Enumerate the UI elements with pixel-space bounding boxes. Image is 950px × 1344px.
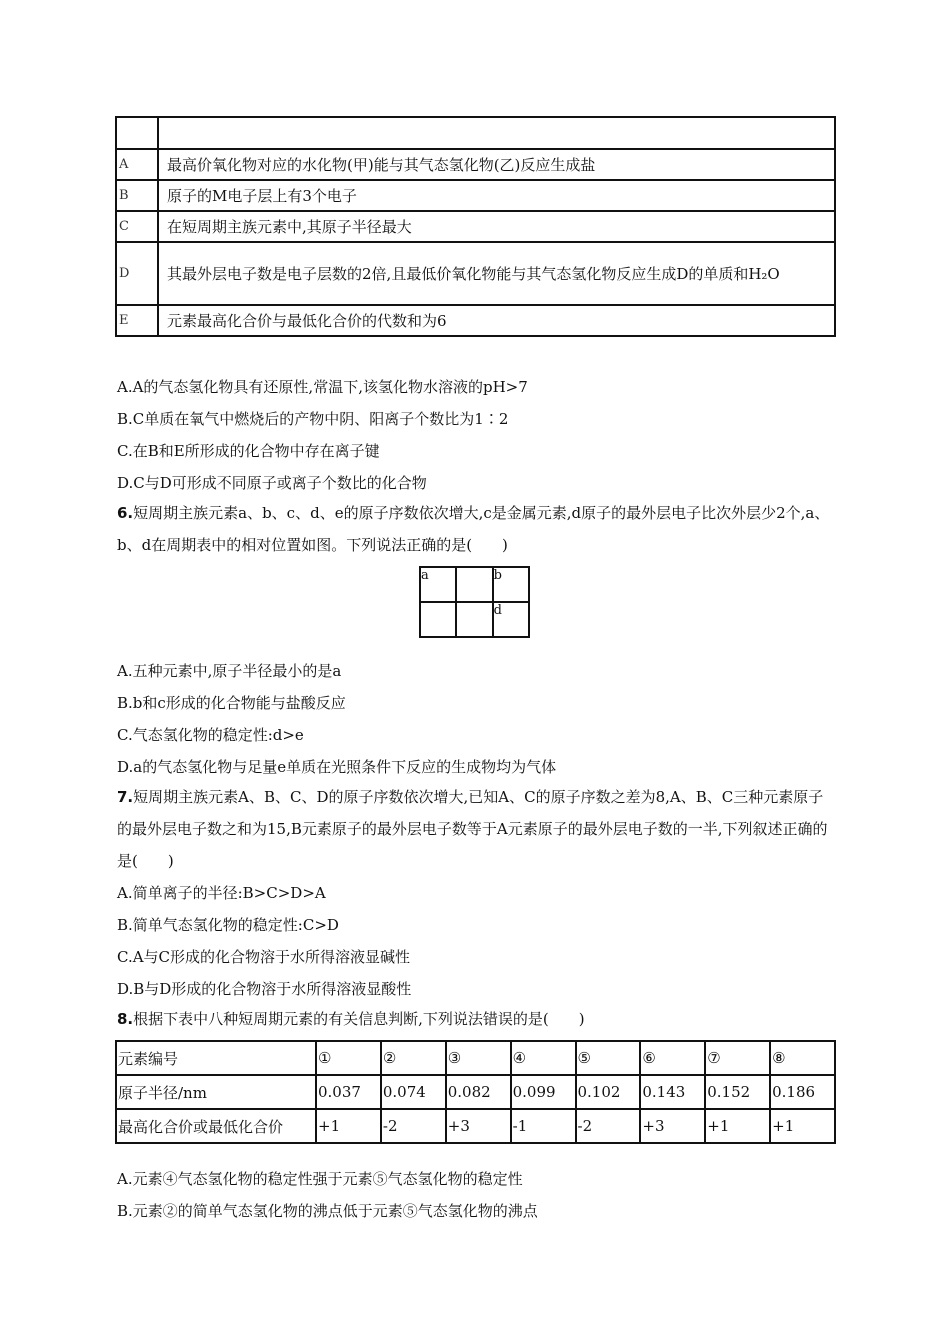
q5-option-a: A.A的气态氢化物具有还原性,常温下,该氢化物水溶液的pH>7	[117, 378, 528, 396]
radius-cell: 0.082	[446, 1075, 511, 1109]
row-label: 原子半径/nm	[116, 1075, 316, 1109]
question-number: 7.	[117, 788, 134, 806]
grid-cell-a: a	[420, 567, 456, 602]
question-6	[117, 497, 837, 561]
q7-option-c: C.A与C形成的化合物溶于水所得溶液显碱性	[117, 948, 411, 966]
q5-option-c: C.在B和E所形成的化合物中存在离子键	[117, 442, 380, 460]
radius-cell: 0.099	[511, 1075, 576, 1109]
q7-option-a: A.简单离子的半径:B>C>D>A	[117, 884, 326, 902]
row-text: 原子的M电子层上有3个电子	[158, 180, 835, 211]
q6-option-b: B.b和c形成的化合物能与盐酸反应	[117, 694, 346, 712]
table-row	[116, 211, 835, 242]
q6-option-a: A.五种元素中,原子半径最小的是a	[117, 662, 342, 680]
radius-cell: 0.102	[576, 1075, 641, 1109]
id-cell: ⑥	[640, 1041, 705, 1075]
valence-cell: +1	[705, 1109, 770, 1143]
table-row	[116, 149, 835, 180]
id-cell: ⑤	[576, 1041, 641, 1075]
question-number: 8.	[117, 1010, 134, 1028]
table-header-row	[116, 117, 835, 149]
id-cell: ②	[381, 1041, 446, 1075]
table-row	[116, 180, 835, 211]
grid-cell-b: b	[493, 567, 529, 602]
valence-cell: -2	[381, 1109, 446, 1143]
q8-option-b: B.元素②的简单气态氢化物的沸点低于元素⑤气态氢化物的沸点	[117, 1202, 538, 1220]
table-row	[116, 1041, 835, 1075]
id-cell: ⑧	[770, 1041, 835, 1075]
id-cell: ⑦	[705, 1041, 770, 1075]
q5-option-b: B.C单质在氧气中燃烧后的产物中阴、阳离子个数比为1∶2	[117, 410, 509, 428]
q6-option-c: C.气态氢化物的稳定性:d>e	[117, 726, 304, 744]
valence-cell: -1	[511, 1109, 576, 1143]
valence-cell: +1	[316, 1109, 381, 1143]
periodic-position-grid	[419, 566, 530, 638]
q7-option-d: D.B与D形成的化合物溶于水所得溶液显酸性	[117, 980, 412, 998]
q6-option-d: D.a的气态氢化物与足量e单质在光照条件下反应的生成物均为气体	[117, 758, 557, 776]
row-label: 元素编号	[116, 1041, 316, 1075]
element-info-table	[115, 116, 836, 337]
element-data-table	[115, 1040, 836, 1144]
table-row	[116, 305, 835, 336]
question-stem: 根据下表中八种短周期元素的有关信息判断,下列说法错误的是( )	[133, 1010, 585, 1028]
question-stem: 短周期主族元素a、b、c、d、e的原子序数依次增大,c是金属元素,d原子的最外层电子比次外层少2个,a、b、d在周期表中的相对位置如图。下列说法正确的是( )	[117, 504, 830, 554]
q5-option-d: D.C与D可形成不同原子或离子个数比的化合物	[117, 474, 427, 492]
valence-cell: +3	[640, 1109, 705, 1143]
id-cell: ①	[316, 1041, 381, 1075]
table-row	[116, 242, 835, 305]
row-text: 元素最高化合价与最低化合价的代数和为6	[158, 305, 835, 336]
radius-cell: 0.037	[316, 1075, 381, 1109]
row-key: D	[116, 242, 158, 305]
table-row	[116, 1109, 835, 1143]
row-label: 最高化合价或最低化合价	[116, 1109, 316, 1143]
valence-cell: -2	[576, 1109, 641, 1143]
q7-option-b: B.简单气态氢化物的稳定性:C>D	[117, 916, 339, 934]
row-text: 其最外层电子数是电子层数的2倍,且最低价氧化物能与其气态氢化物反应生成D的单质和H₂O	[158, 242, 835, 305]
valence-cell: +3	[446, 1109, 511, 1143]
id-cell: ④	[511, 1041, 576, 1075]
radius-cell: 0.186	[770, 1075, 835, 1109]
valence-cell: +1	[770, 1109, 835, 1143]
question-8	[117, 1003, 837, 1035]
question-stem: 短周期主族元素A、B、C、D的原子序数依次增大,已知A、C的原子序数之差为8,A、B、C三种元素原子的最外层电子数之和为15,B元素原子的最外层电子数等于A元素原子的最外层电子数的一半,下列叙述正确的是( )	[117, 788, 828, 870]
id-cell: ③	[446, 1041, 511, 1075]
row-key: E	[116, 305, 158, 336]
grid-cell-d: d	[493, 602, 529, 637]
radius-cell: 0.152	[705, 1075, 770, 1109]
question-number: 6.	[117, 504, 134, 522]
row-text: 在短周期主族元素中,其原子半径最大	[158, 211, 835, 242]
row-key: A	[116, 149, 158, 180]
row-text: 最高价氧化物对应的水化物(甲)能与其气态氢化物(乙)反应生成盐	[158, 149, 835, 180]
row-key: C	[116, 211, 158, 242]
q8-option-a: A.元素④气态氢化物的稳定性强于元素⑤气态氢化物的稳定性	[117, 1170, 523, 1188]
radius-cell: 0.143	[640, 1075, 705, 1109]
question-7	[117, 781, 837, 877]
row-key: B	[116, 180, 158, 211]
table-row	[116, 1075, 835, 1109]
radius-cell: 0.074	[381, 1075, 446, 1109]
